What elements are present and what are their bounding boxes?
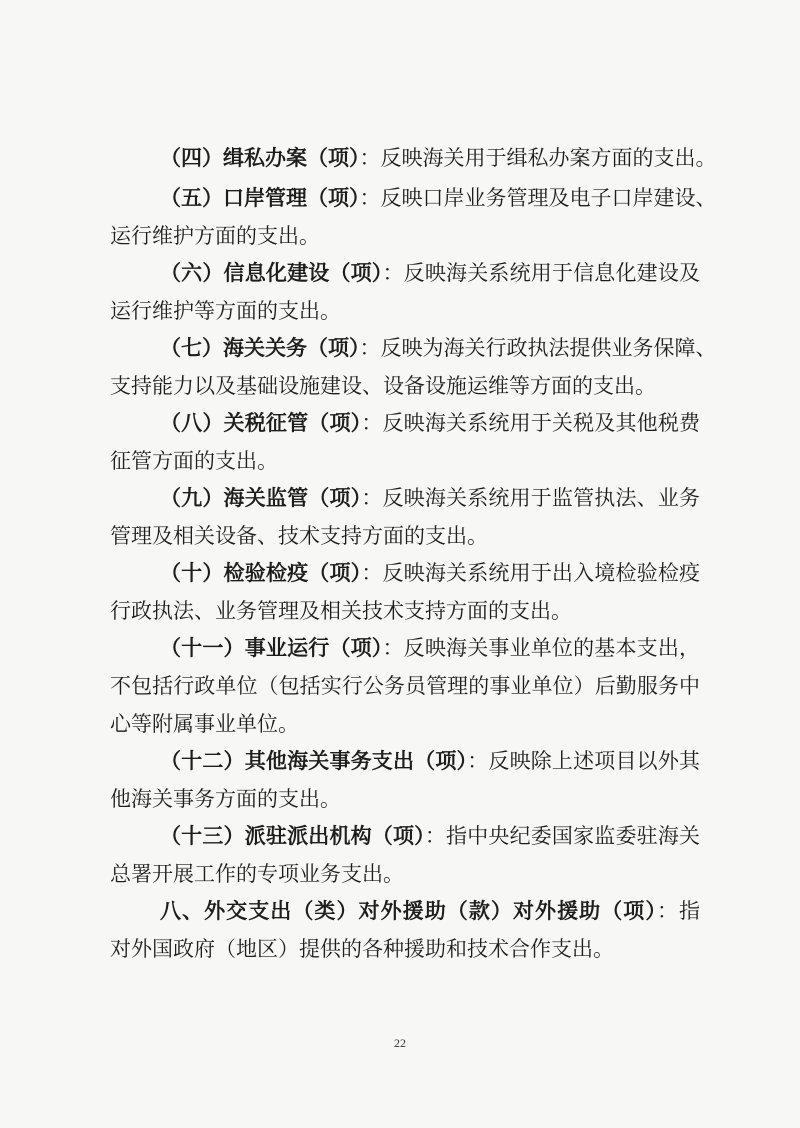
section-8-line-2: 对外国政府（地区）提供的各种援助和技术合作支出。: [110, 937, 614, 961]
paragraph-11-heading: （十一）事业运行（项）: [160, 636, 383, 660]
paragraph-9-line-2: 管理及相关设备、技术支持方面的支出。: [110, 524, 488, 548]
paragraph-6-heading: （六）信息化建设（项）: [160, 261, 383, 285]
paragraph-13-line-1: （十三）派驻派出机构（项）：指中央纪委国家监委驻海关: [160, 824, 701, 848]
paragraph-12-line-2: 他海关事务方面的支出。: [110, 787, 341, 811]
paragraph-7-heading: （七）海关关务（项）: [160, 336, 360, 360]
paragraph-11-line-2: 不包括行政单位（包括实行公务员管理的事业单位）后勤服务中: [110, 674, 700, 698]
paragraph-11-line-1: （十一）事业运行（项）：反映海关事业单位的基本支出，: [160, 636, 701, 660]
paragraph-6-line-1: （六）信息化建设（项）：反映海关系统用于信息化建设及: [160, 261, 701, 285]
paragraph-9-heading: （九）海关监管（项）: [160, 486, 362, 510]
paragraph-6-line-2: 运行维护等方面的支出。: [110, 299, 341, 323]
paragraph-4-heading: （四）缉私办案（项）: [160, 146, 360, 170]
paragraph-4-line-1: （四）缉私办案（项）：反映海关用于缉私办案方面的支出。: [160, 146, 717, 170]
paragraph-8-line-1: （八）关税征管（项）：反映海关系统用于关税及其他税费: [160, 411, 701, 435]
paragraph-7-line-2: 支持能力以及基础设施建设、设备设施运维等方面的支出。: [110, 374, 656, 398]
paragraph-10-heading: （十）检验检疫（项）: [160, 561, 362, 585]
page-number: 22: [394, 1036, 406, 1050]
paragraph-9-line-1: （九）海关监管（项）：反映海关系统用于监管执法、业务: [160, 486, 701, 510]
paragraph-10-line-1: （十）检验检疫（项）：反映海关系统用于出入境检验检疫: [160, 561, 701, 585]
paragraph-5-heading: （五）口岸管理（项）: [160, 186, 360, 210]
paragraph-5-line-2: 运行维护方面的支出。: [110, 224, 320, 248]
paragraph-5-line-1: （五）口岸管理（项）：反映口岸业务管理及电子口岸建设、: [160, 186, 717, 210]
paragraph-12-heading: （十二）其他海关事务支出（项）: [160, 749, 468, 773]
paragraph-7-line-1: （七）海关关务（项）：反映为海关行政执法提供业务保障、: [160, 336, 717, 360]
paragraph-8-heading: （八）关税征管（项）: [160, 411, 362, 435]
section-8-line-1: 八、外交支出（类）对外援助（款）对外援助（项）：指: [160, 899, 700, 923]
paragraph-13-heading: （十三）派驻派出机构（项）: [160, 824, 425, 848]
paragraph-11-line-3: 心等附属事业单位。: [110, 712, 299, 736]
paragraph-8-line-2: 征管方面的支出。: [110, 449, 278, 473]
paragraph-13-line-2: 总署开展工作的专项业务支出。: [110, 862, 404, 886]
paragraph-10-line-2: 行政执法、业务管理及相关技术支持方面的支出。: [110, 599, 572, 623]
section-8-heading: 八、外交支出（类）对外援助（款）对外援助（项）: [160, 899, 657, 923]
paragraph-12-line-1: （十二）其他海关事务支出（项）：反映除上述项目以外其: [160, 749, 701, 773]
